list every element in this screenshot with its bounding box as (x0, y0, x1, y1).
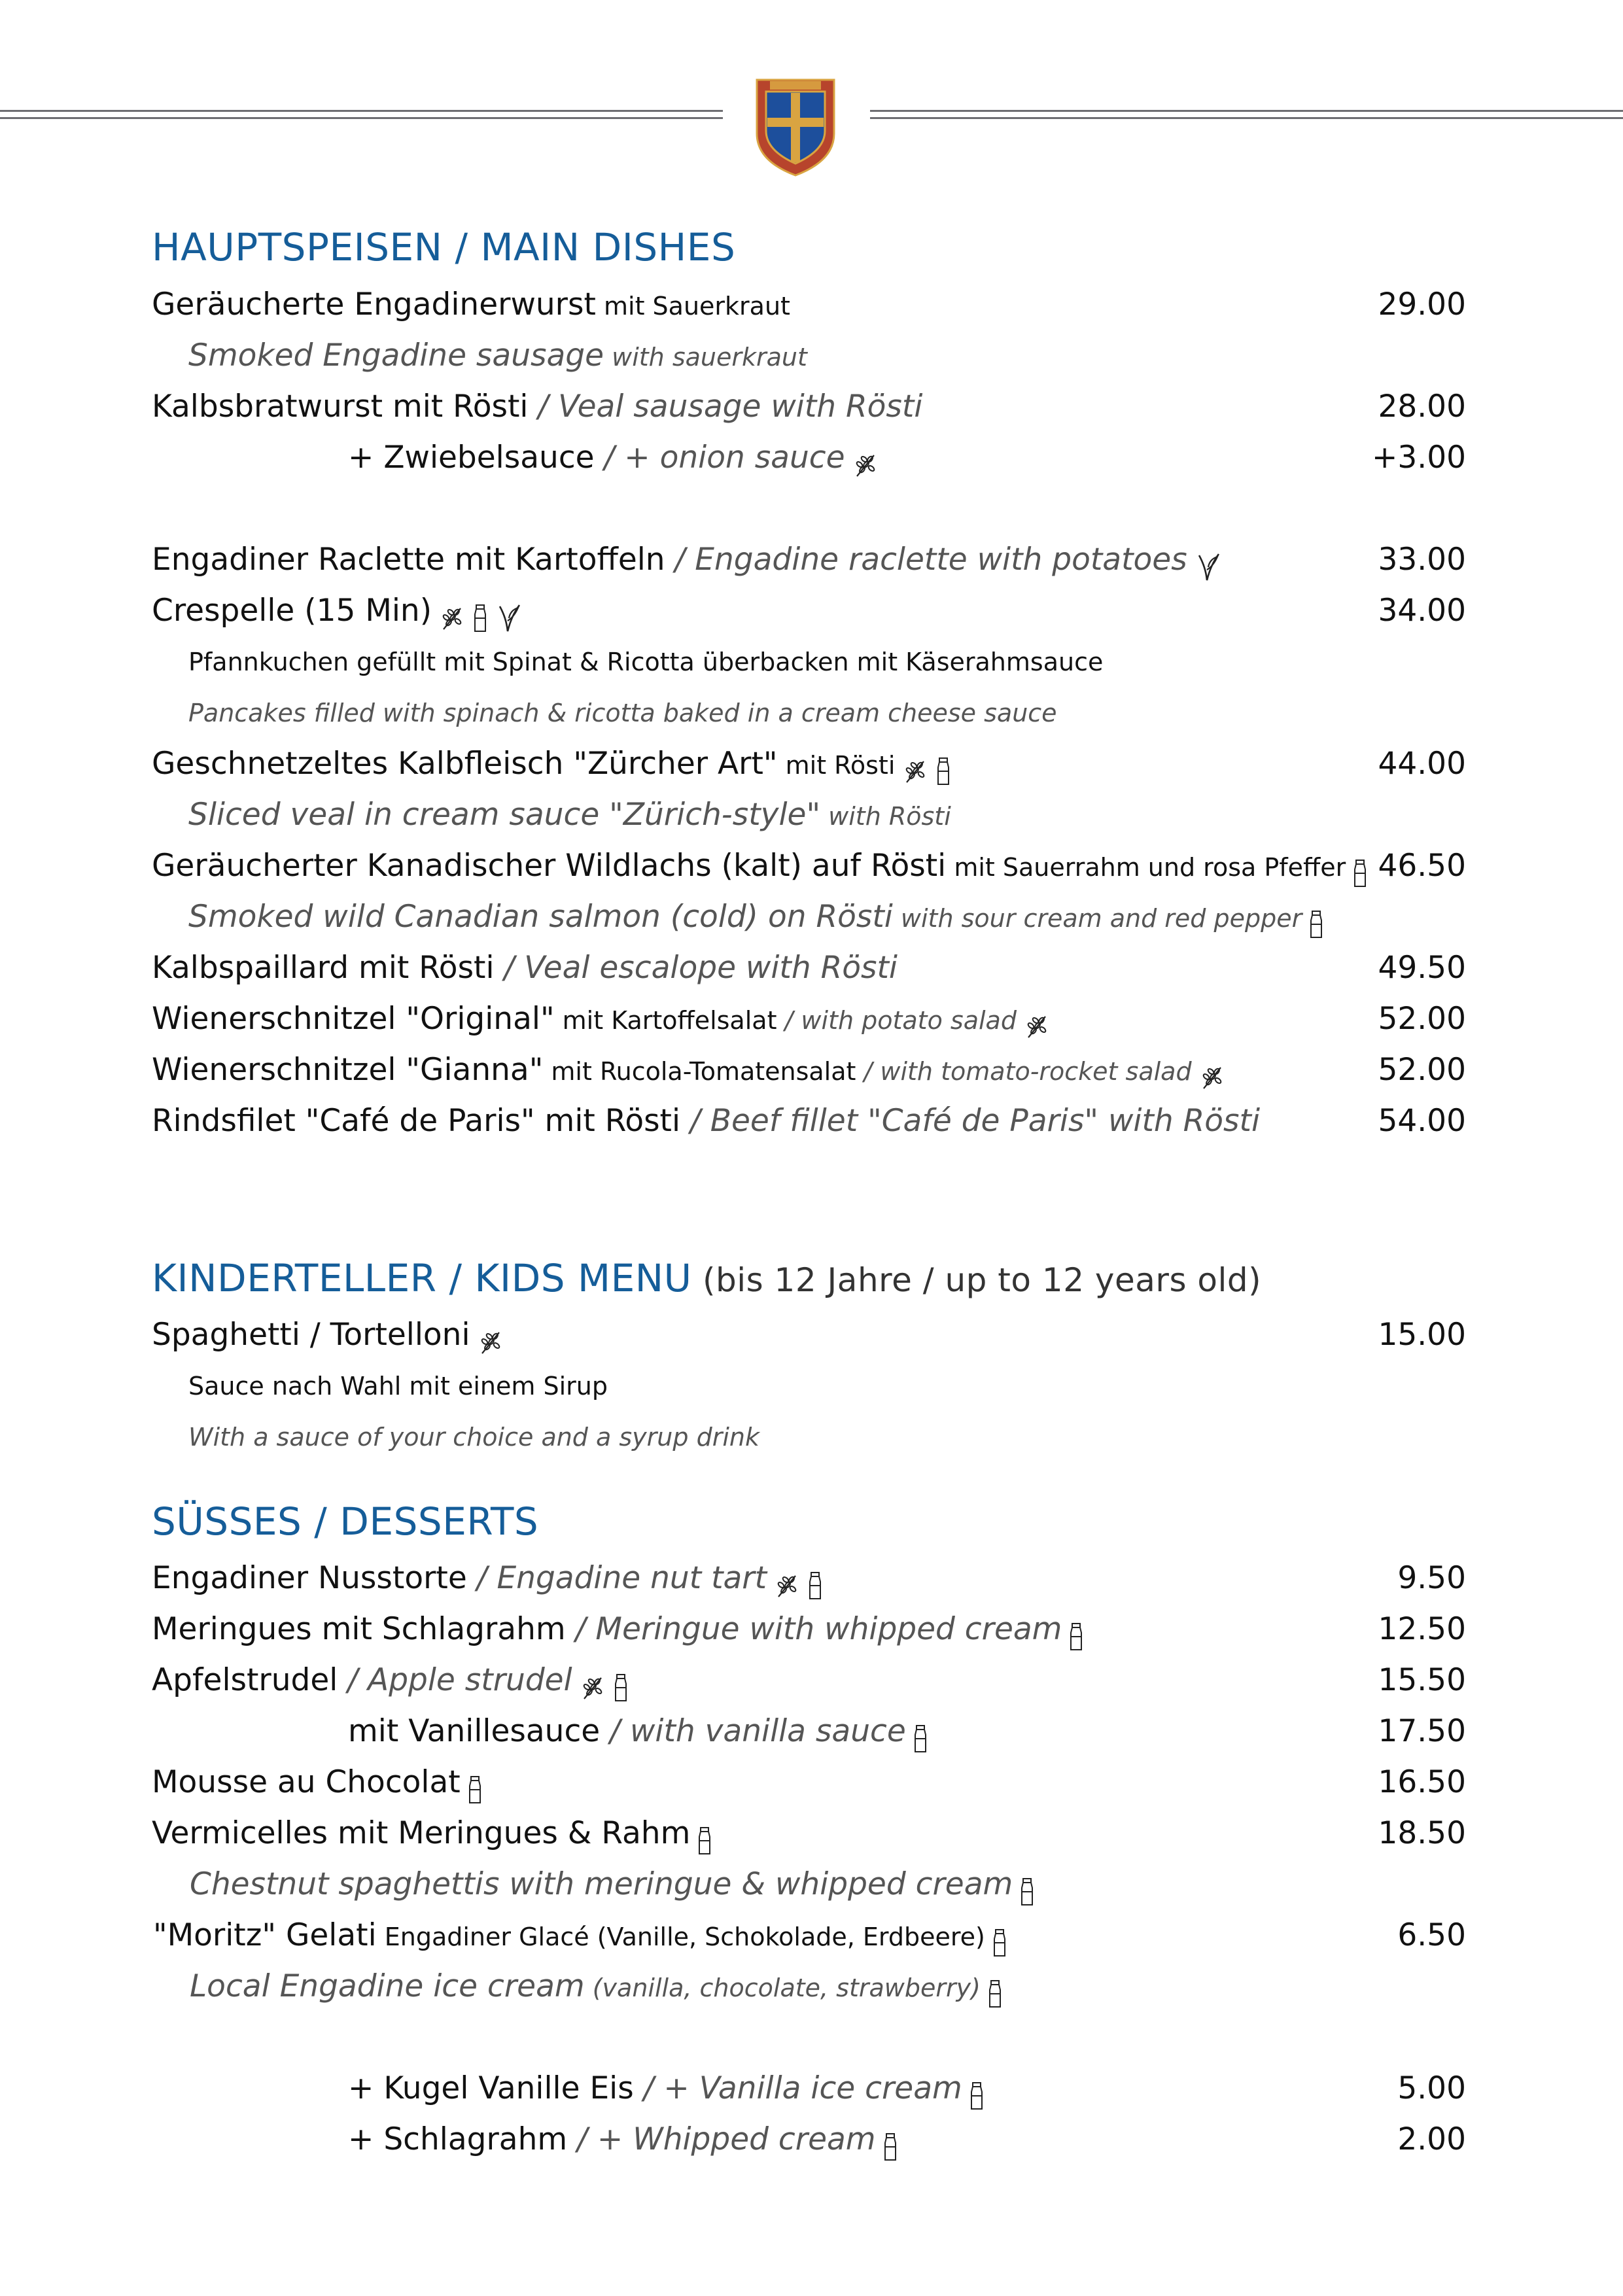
item-english: / + onion sauce (594, 440, 845, 476)
gluten-icon (438, 603, 466, 633)
lactose-icon (1068, 1621, 1084, 1652)
lactose-icon (992, 1927, 1007, 1958)
item-price: 15.00 (1378, 1317, 1466, 1353)
item-price: 52.00 (1378, 1052, 1466, 1088)
item-price: 34.00 (1378, 593, 1466, 629)
item-english: / Meringue with whipped cream (565, 1611, 1062, 1647)
item-price: 6.50 (1397, 1917, 1466, 1953)
menu-item (0, 1757, 1623, 1808)
menu-item-description (0, 687, 1623, 739)
item-price: 2.00 (1397, 2121, 1466, 2157)
item-name-suffix: Engadiner Glacé (Vanille, Schokolade, Erdbeere) (376, 1922, 985, 1951)
lactose-icon (807, 1570, 823, 1601)
menu-item-translation (0, 1859, 1623, 1910)
item-name: Meringues mit Schlagrahm (152, 1611, 566, 1647)
item-english: Local Engadine ice cream (190, 1968, 585, 2004)
lactose-icon (1352, 858, 1368, 889)
item-name: Wienerschnitzel "Gianna" (152, 1052, 544, 1088)
item-name: Wienerschnitzel "Original" (152, 1001, 555, 1037)
lactose-icon (969, 2080, 985, 2112)
item-price: 52.00 (1378, 1001, 1466, 1037)
item-english-suffix: (vanilla, chocolate, strawberry) (584, 1974, 981, 2002)
menu-item (0, 534, 1623, 585)
gluten-icon (901, 756, 929, 786)
menu-item (0, 739, 1623, 790)
main-dishes-title (152, 225, 735, 270)
item-english-suffix: / with tomato-rocket salad (856, 1057, 1192, 1086)
menu-item-translation (0, 892, 1623, 943)
item-name: Kalbspaillard mit Rösti (152, 950, 495, 986)
lactose-icon (1019, 1876, 1035, 1907)
item-name: mit Vanillesauce (348, 1713, 601, 1749)
item-english: Smoked Engadine sausage (188, 338, 604, 374)
menu-item (0, 381, 1623, 432)
item-name: Engadiner Raclette mit Kartoffeln (152, 542, 665, 578)
item-name: Geräucherter Kanadischer Wildlachs (kalt) auf Rösti (152, 848, 947, 884)
menu-item (0, 585, 1623, 636)
gluten-icon (1023, 1011, 1051, 1041)
item-name: Kalbsbratwurst mit Rösti (152, 389, 529, 425)
item-price: 33.00 (1378, 542, 1466, 578)
item-english-suffix: with Rösti (820, 802, 951, 831)
item-name: Rindsfilet "Café de Paris" mit Rösti (152, 1103, 681, 1139)
menu-item (0, 1604, 1623, 1655)
item-name: + Schlagrahm (348, 2121, 568, 2157)
item-english: / Engadine raclette with potatoes (665, 542, 1187, 578)
lactose-icon (935, 756, 951, 787)
desserts-title (152, 1499, 538, 1544)
menu-item (0, 1310, 1623, 1361)
item-description-de: Sauce nach Wahl mit einem Sirup (188, 1372, 608, 1400)
item-name-suffix: mit Sauerkraut (595, 292, 790, 321)
item-english: / + Whipped cream (567, 2121, 876, 2157)
item-name-suffix: mit Rucola-Tomatensalat (543, 1057, 856, 1086)
menu-item (0, 994, 1623, 1045)
item-english: / Apple strudel (338, 1662, 572, 1698)
menu-item (0, 2063, 1623, 2114)
item-price: 12.50 (1378, 1611, 1466, 1647)
item-name: Spaghetti / Tortelloni (152, 1317, 470, 1353)
item-price: 49.50 (1378, 950, 1466, 986)
lactose-icon (472, 602, 488, 634)
item-name: + Kugel Vanille Eis (348, 2070, 634, 2106)
item-price: 54.00 (1378, 1103, 1466, 1139)
menu-item (0, 2114, 1623, 2165)
menu-item-description (0, 1361, 1623, 1412)
header-rule-right-second (870, 117, 1623, 119)
gluten-icon (1198, 1062, 1226, 1092)
header-rule-right (870, 110, 1623, 112)
menu-item (0, 432, 1623, 483)
item-name: Geschnetzeltes Kalbfleisch "Zürcher Art" (152, 746, 778, 782)
header-rule-left (0, 110, 723, 112)
gluten-icon (852, 450, 879, 480)
crest-logo (754, 77, 837, 178)
item-english: / Engadine nut tart (466, 1560, 767, 1596)
header-rule-left-second (0, 117, 723, 119)
menu-item (0, 1808, 1623, 1859)
item-english: Chestnut spaghettis with meringue & whipped cream (190, 1866, 1013, 1902)
menu-item (0, 1045, 1623, 1096)
item-english: / Veal escalope with Rösti (494, 950, 898, 986)
menu-item (0, 279, 1623, 330)
item-name: Crespelle (15 Min) (152, 593, 432, 629)
gluten-icon (579, 1673, 606, 1703)
item-name: Apfelstrudel (152, 1662, 338, 1698)
lactose-icon (882, 2131, 898, 2163)
lactose-icon (1308, 909, 1324, 940)
item-description-en: With a sauce of your choice and a syrup drink (188, 1423, 759, 1452)
vegetarian-icon (495, 601, 523, 635)
item-description-en: Pancakes filled with spinach & ricotta baked in a cream cheese sauce (188, 699, 1057, 727)
item-price: 29.00 (1378, 287, 1466, 322)
menu-item-translation (0, 790, 1623, 841)
item-price: 9.50 (1397, 1560, 1466, 1596)
kids-menu-title-text: KINDERTELLER / KIDS MENU (152, 1256, 692, 1300)
menu-item (0, 1096, 1623, 1147)
lactose-icon (697, 1825, 712, 1856)
item-name: + Zwiebelsauce (348, 440, 595, 476)
item-english: Smoked wild Canadian salmon (cold) on Rösti (188, 899, 893, 935)
item-name: "Moritz" Gelati (153, 1917, 377, 1953)
menu-item (0, 1910, 1623, 1961)
menu-item (0, 1655, 1623, 1706)
menu-item (0, 841, 1623, 892)
menu-item-description (0, 1412, 1623, 1463)
menu-item-translation (0, 1961, 1623, 2012)
vegetarian-icon (1194, 550, 1223, 584)
item-english: Sliced veal in cream sauce "Zürich-style" (188, 797, 821, 833)
item-name: Mousse au Chocolat (152, 1764, 461, 1800)
lactose-icon (913, 1723, 928, 1754)
kids-menu-subtitle: (bis 12 Jahre / up to 12 years old) (691, 1261, 1262, 1299)
item-english: / with vanilla sauce (600, 1713, 906, 1749)
item-english: / Beef fillet "Café de Paris" with Rösti (680, 1103, 1261, 1139)
item-price: +3.00 (1371, 440, 1466, 476)
item-price: 44.00 (1378, 746, 1466, 782)
item-price: 5.00 (1397, 2070, 1466, 2106)
lactose-icon (613, 1672, 629, 1703)
item-english: / + Vanilla ice cream (633, 2070, 962, 2106)
item-name: Engadiner Nusstorte (152, 1560, 467, 1596)
gluten-icon (773, 1571, 801, 1601)
menu-item (0, 1553, 1623, 1604)
menu-item (0, 1706, 1623, 1757)
lactose-icon (467, 1774, 483, 1805)
item-price: 46.50 (1378, 848, 1466, 884)
item-name-suffix: mit Kartoffelsalat (554, 1006, 777, 1035)
item-english-suffix: with sour cream and red pepper (892, 904, 1302, 933)
desserts-title-text: SÜSSES / DESSERTS (152, 1499, 539, 1544)
item-price: 28.00 (1378, 389, 1466, 425)
item-price: 17.50 (1378, 1713, 1466, 1749)
item-english-suffix: / with potato salad (777, 1006, 1017, 1035)
gluten-icon (477, 1327, 504, 1357)
lactose-icon (987, 1978, 1003, 2009)
item-description-de: Pfannkuchen gefüllt mit Spinat & Ricotta überbacken mit Käserahmsauce (188, 648, 1104, 676)
menu-item-translation (0, 330, 1623, 381)
item-name-suffix: mit Sauerrahm und rosa Pfeffer (946, 853, 1346, 882)
main-dishes-title-text: HAUPTSPEISEN / MAIN DISHES (152, 225, 736, 270)
item-name: Geräucherte Engadinerwurst (152, 287, 596, 322)
kids-menu-title (152, 1256, 1261, 1300)
item-name: Vermicelles mit Meringues & Rahm (152, 1815, 691, 1851)
item-name-suffix: mit Rösti (777, 751, 896, 780)
item-english: / Veal sausage with Rösti (528, 389, 923, 425)
item-english-suffix: with sauerkraut (604, 343, 807, 372)
item-price: 15.50 (1378, 1662, 1466, 1698)
item-price: 18.50 (1378, 1815, 1466, 1851)
menu-item (0, 943, 1623, 994)
item-price: 16.50 (1378, 1764, 1466, 1800)
menu-item-description (0, 636, 1623, 687)
